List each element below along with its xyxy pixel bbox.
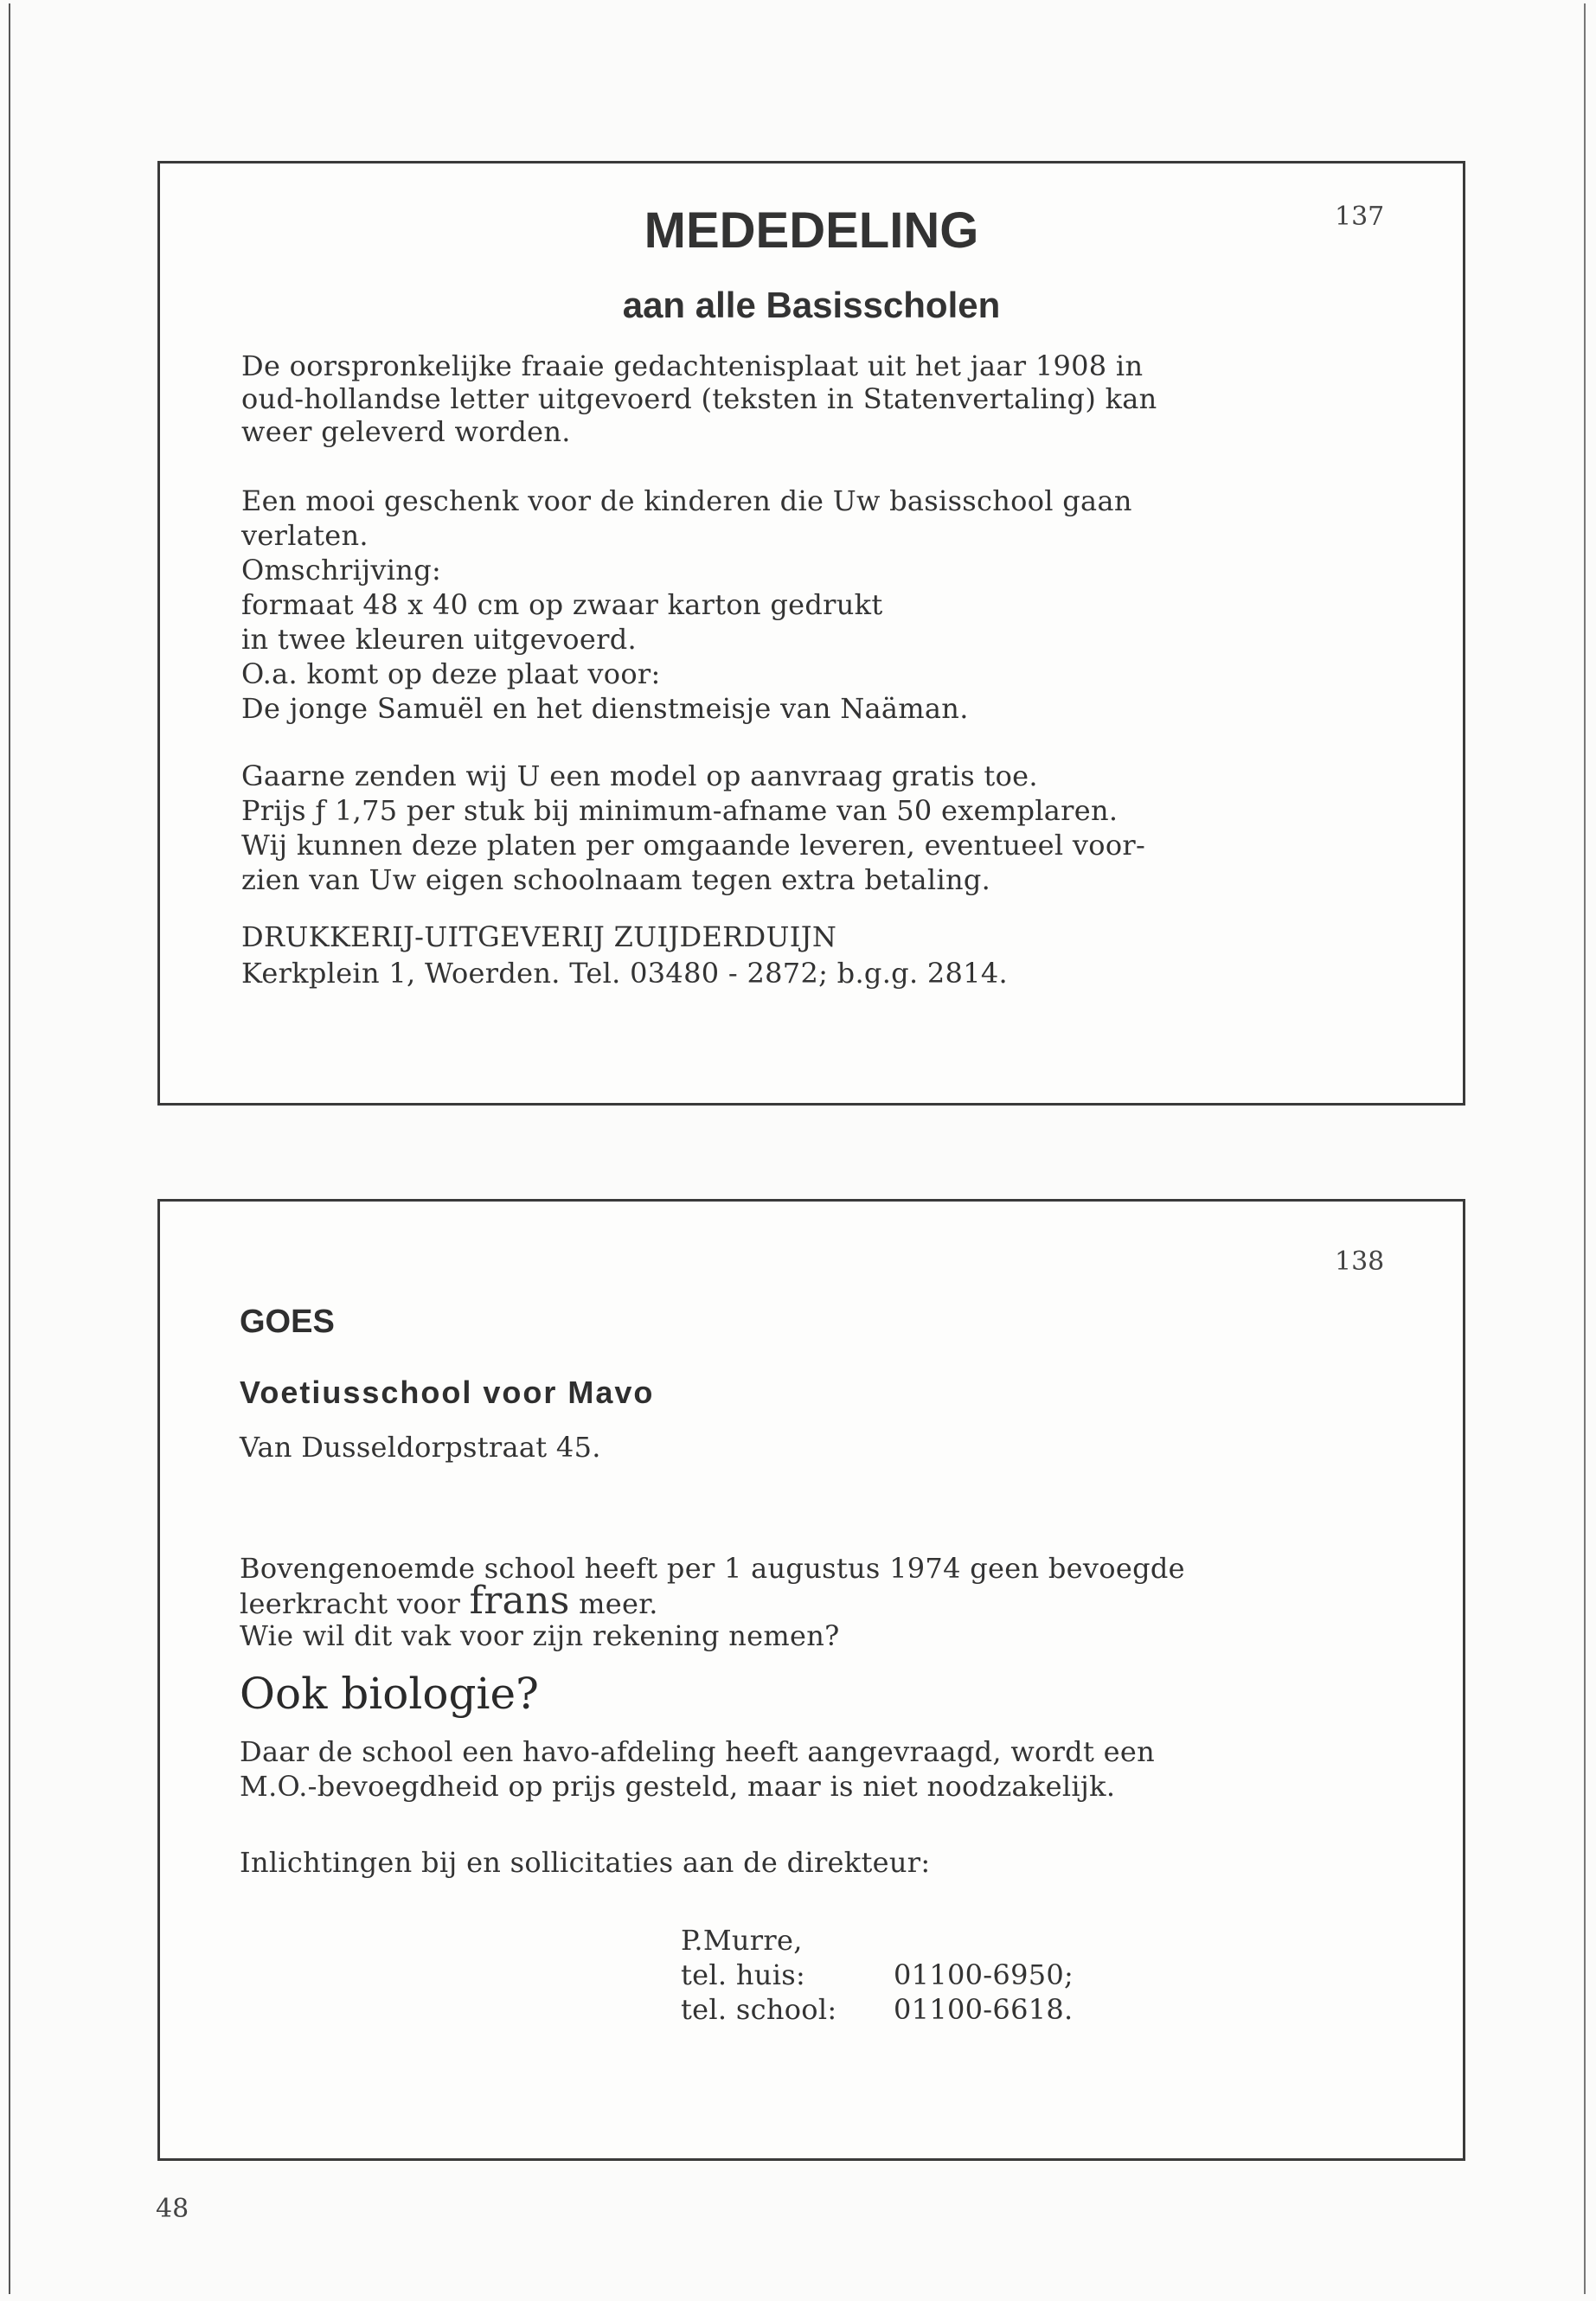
text-line: [240, 1579, 658, 1623]
text-line: oud-hollandse letter uitgevoerd (teksten in Statenvertaling) kan: [241, 382, 1157, 415]
text-line: Een mooi geschenk voor de kinderen die Uw basisschool gaan: [241, 484, 1132, 517]
text-line: weer geleverd worden.: [241, 415, 571, 448]
text-line: M.O.-bevoegdheid op prijs gesteld, maar is niet noodzakelijk.: [240, 1770, 1116, 1803]
text-line: Wij kunnen deze platen per omgaande leveren, eventueel voor-: [241, 829, 1146, 862]
school-heading: Voetiusschool voor Mavo: [240, 1375, 655, 1410]
text-line: De jonge Samuël en het dienstmeisje van Naäman.: [241, 692, 969, 725]
text-line: O.a. komt op deze plaat voor:: [241, 657, 661, 690]
text-line: Prijs ƒ 1,75 per stuk bij minimum-afname van 50 exemplaren.: [241, 794, 1118, 827]
text-line: Inlichtingen bij en sollicitaties aan de direkteur:: [240, 1846, 931, 1879]
notice-title: MEDEDELING: [644, 202, 979, 259]
page-number: 48: [156, 2194, 189, 2224]
text-line: zien van Uw eigen schoolnaam tegen extra betaling.: [241, 863, 991, 896]
text-fragment: leerkracht voor: [240, 1587, 461, 1620]
contact-name: P.Murre,: [681, 1924, 803, 1957]
notice-138-box: [157, 1199, 1465, 2161]
notice-number: 138: [1335, 1247, 1385, 1277]
contact-school-number: 01100-6618.: [894, 1993, 1074, 2026]
text-line: formaat 48 x 40 cm op zwaar karton gedrukt: [241, 588, 883, 621]
text-line: Bovengenoemde school heeft per 1 augustus 1974 geen bevoegde: [240, 1552, 1185, 1585]
contact-home-label: tel. huis:: [681, 1958, 806, 1991]
text-line: Omschrijving:: [241, 554, 442, 586]
text-line: in twee kleuren uitgevoerd.: [241, 623, 637, 656]
text-line: De oorspronkelijke fraaie gedachtenisplaat uit het jaar 1908 in: [241, 349, 1144, 382]
notice-137-box: [157, 161, 1465, 1106]
publisher-name: DRUKKERIJ-UITGEVERIJ ZUIJDERDUIJN: [241, 920, 837, 953]
biologie-heading: Ook biologie?: [240, 1669, 539, 1719]
text-line: verlaten.: [241, 519, 369, 552]
contact-school-label: tel. school:: [681, 1993, 837, 2026]
contact-home-number: 01100-6950;: [894, 1958, 1074, 1991]
text-line: Daar de school een havo-afdeling heeft aangevraagd, wordt een: [240, 1735, 1155, 1768]
place-heading: GOES: [240, 1304, 335, 1340]
emphasized-word: frans: [469, 1579, 570, 1623]
school-address: Van Dusseldorpstraat 45.: [240, 1431, 601, 1464]
text-line: Wie wil dit vak voor zijn rekening nemen?: [240, 1619, 840, 1652]
text-fragment: meer.: [579, 1587, 658, 1620]
text-line: Gaarne zenden wij U een model op aanvraag gratis toe.: [241, 760, 1038, 792]
notice-subtitle: aan alle Basisscholen: [622, 285, 1001, 325]
notice-number: 137: [1335, 202, 1385, 232]
publisher-address: Kerkplein 1, Woerden. Tel. 03480 - 2872; b.g.g. 2814.: [241, 957, 1009, 990]
